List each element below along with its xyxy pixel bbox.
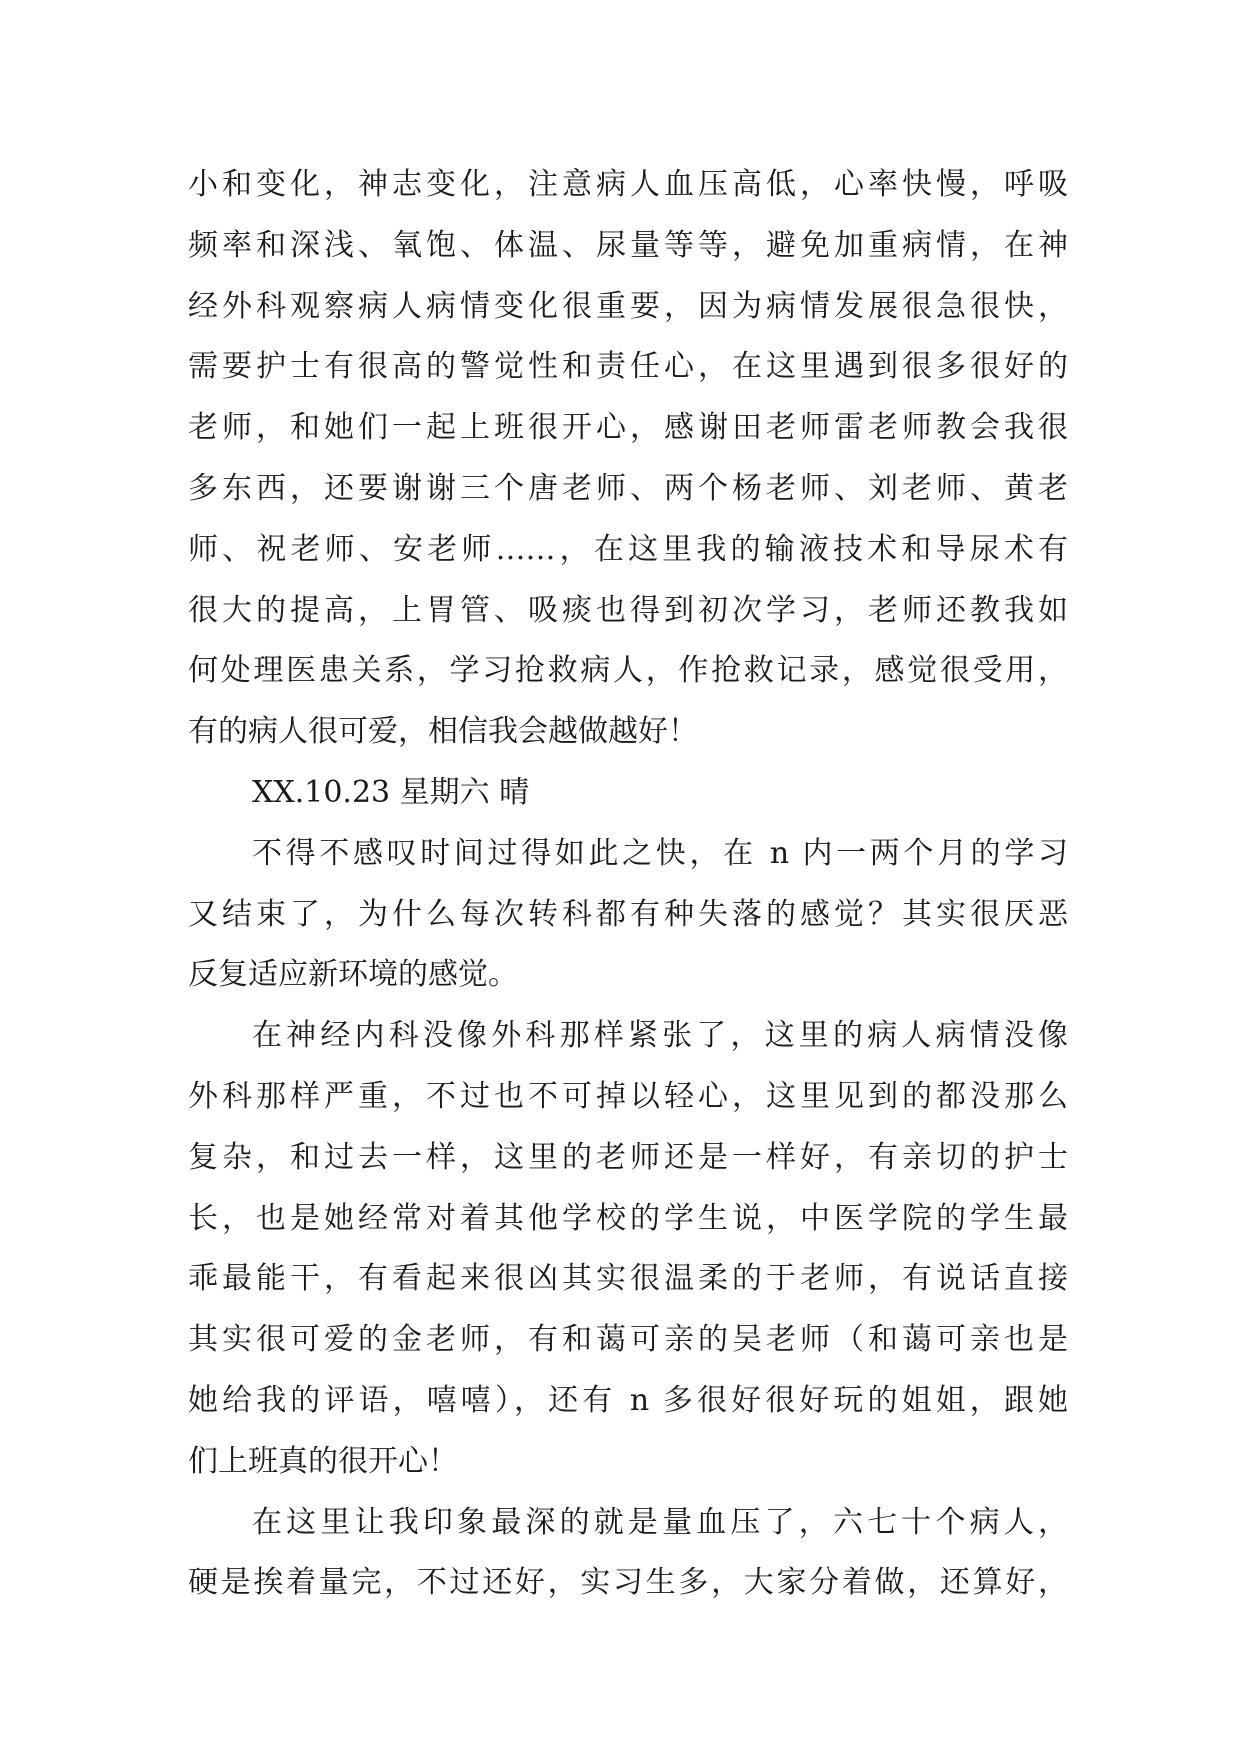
body-text [188, 155, 1068, 1614]
text-line: 经外科观察病人病情变化很重要，因为病情发展很急很快， [188, 288, 1068, 324]
text-line: 又结束了，为什么每次转科都有种失落的感觉？其实很厌恶 [188, 896, 1068, 932]
text-line: 小和变化，神志变化，注意病人血压高低，心率快慢，呼吸 [188, 167, 1068, 202]
text-line: 外科那样严重，不过也不可掉以轻心，这里见到的都没那么 [188, 1078, 1068, 1114]
diary-date-heading: XX.10.23 星期六 晴 [252, 774, 530, 810]
text-line: 乖最能干，有看起来很凶其实很温柔的于老师，有说话直接 [188, 1261, 1068, 1297]
text-line: 反复适应新环境的感觉。 [188, 957, 518, 993]
text-line: 不得不感叹时间过得如此之快，在 n 内一两个月的学习 [252, 835, 1068, 871]
text-line: 频率和深浅、氧饱、体温、尿量等等，避免加重病情，在神 [188, 227, 1068, 263]
text-line: 其实很可爱的金老师，有和蔼可亲的吴老师（和蔼可亲也是 [188, 1322, 1068, 1358]
text-line: 硬是挨着量完，不过还好，实习生多，大家分着做，还算好， [188, 1565, 1068, 1601]
text-line: 很大的提高，上胃管、吸痰也得到初次学习，老师还教我如 [188, 592, 1068, 628]
text-line: 她给我的评语，嘻嘻），还有 n 多很好很好玩的姐姐，跟她 [188, 1382, 1068, 1418]
text-line: 在神经内科没像外科那样紧张了，这里的病人病情没像 [252, 1018, 1068, 1054]
text-line: 们上班真的很开心！ [188, 1443, 458, 1479]
text-line: 多东西，还要谢谢三个唐老师、两个杨老师、刘老师、黄老 [188, 470, 1068, 506]
text-line: 复杂，和过去一样，这里的老师还是一样好，有亲切的护士 [188, 1139, 1068, 1175]
text-line: 有的病人很可爱，相信我会越做越好！ [188, 714, 698, 750]
text-line: 师、祝老师、安老师……，在这里我的输液技术和导尿术有 [188, 531, 1068, 567]
text-line: 在这里让我印象最深的就是量血压了，六七十个病人， [252, 1504, 1068, 1540]
text-line: 老师，和她们一起上班很开心，感谢田老师雷老师教会我很 [188, 410, 1068, 446]
text-line: 何处理医患关系，学习抢救病人，作抢救记录，感觉很受用， [188, 653, 1068, 689]
text-line: 长，也是她经常对着其他学校的学生说，中医学院的学生最 [188, 1200, 1068, 1236]
text-line: 需要护士有很高的警觉性和责任心，在这里遇到很多很好的 [188, 349, 1068, 385]
